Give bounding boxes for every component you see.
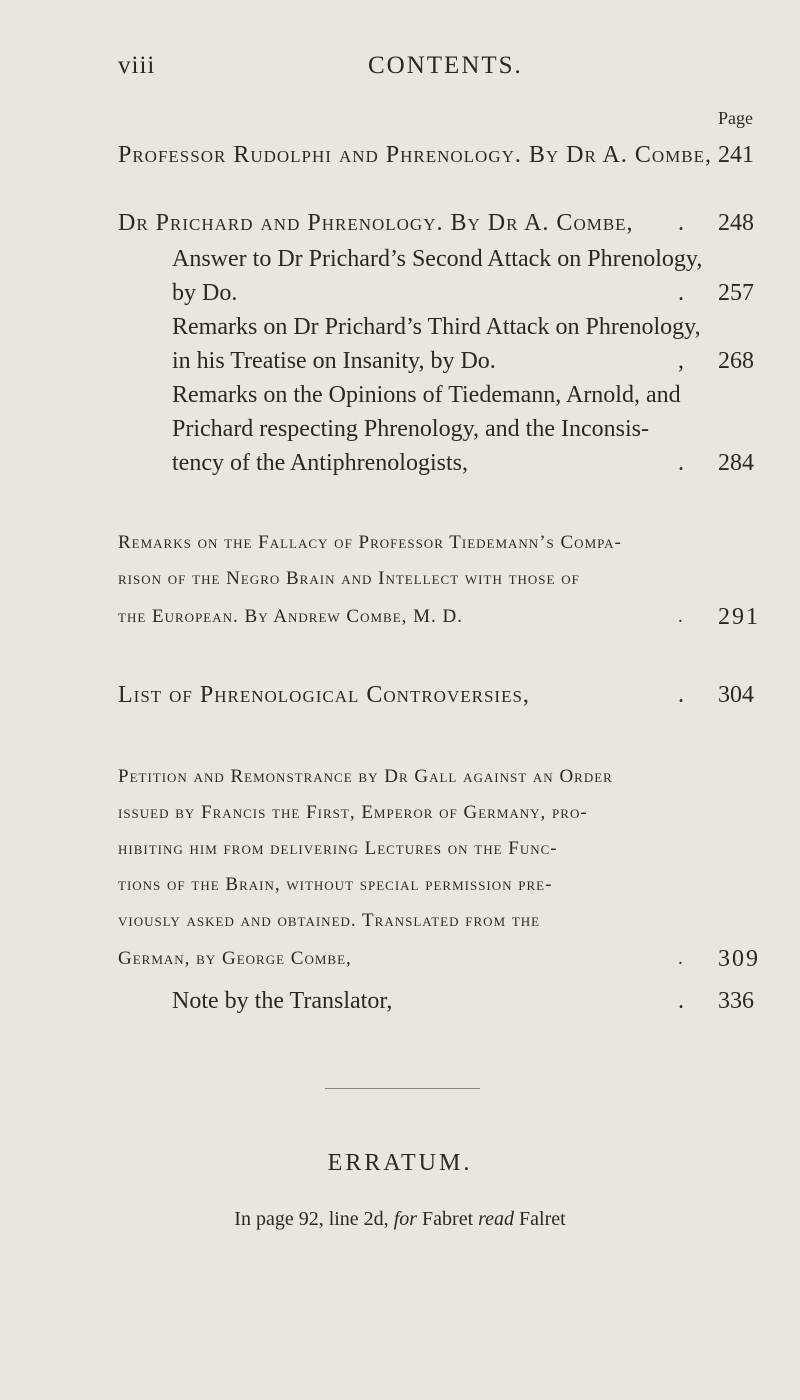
entry-page: 304 bbox=[718, 682, 754, 708]
toc-entry-note: Note by the Translator, . 336 bbox=[172, 984, 758, 1018]
toc-entry-petition-3 bbox=[118, 832, 758, 866]
toc-entry-remarks-opinions-end: tency of the Antiphrenologists, . 284 bbox=[172, 446, 758, 480]
toc-entry-petition-6: German, by George Combe, . 309 bbox=[118, 942, 758, 976]
erratum-text: In page 92, line 2d, for Fabret read Falret bbox=[234, 1208, 566, 1230]
entry-page: 248 bbox=[718, 210, 754, 236]
entry-title-line: Petition and Remonstrance by Dr Gall against an Order bbox=[118, 766, 613, 787]
entry-title-line: hibiting him from delivering Lectures on the Func- bbox=[118, 838, 558, 859]
erratum-heading: ERRATUM. bbox=[327, 1150, 473, 1176]
entry-title-line: Remarks on Dr Prichard’s Third Attack on Phrenology, bbox=[172, 314, 701, 340]
toc-entry-fallacy-end: the European. By Andrew Combe, M. D. . 291 bbox=[118, 600, 758, 634]
entry-page: 257 bbox=[718, 280, 754, 306]
entry-title-line: by Do. bbox=[172, 280, 238, 306]
entry-page: 241 bbox=[718, 142, 754, 168]
entry-title-line: issued by Francis the First, Emperor of Germany, pro- bbox=[118, 802, 588, 823]
entry-page: 309 bbox=[718, 946, 760, 972]
entry-title-line: rison of the Negro Brain and Intellect with those of bbox=[118, 568, 580, 589]
section-divider bbox=[325, 1088, 480, 1089]
entry-page: 291 bbox=[718, 604, 760, 630]
toc-entry-answer bbox=[172, 242, 758, 276]
entry-page: 336 bbox=[718, 988, 754, 1014]
entry-title-line: German, by George Combe, bbox=[118, 948, 352, 969]
toc-entry-remarks-third-cont: in his Treatise on Insanity, by Do. , 268 bbox=[172, 344, 758, 378]
entry-title-line: tions of the Brain, without special permission pre- bbox=[118, 874, 553, 895]
entry-title: List of Phrenological Controversies, bbox=[118, 682, 530, 708]
entry-title-line: Answer to Dr Prichard’s Second Attack on Phrenology, bbox=[172, 246, 703, 272]
entry-title-line: Remarks on the Opinions of Tiedemann, Arnold, and bbox=[172, 382, 681, 408]
entry-title-line: viously asked and obtained. Translated from the bbox=[118, 910, 541, 931]
page-title: CONTENTS. bbox=[368, 52, 523, 79]
entry-title: Dr Prichard and Phrenology. By Dr A. Combe, bbox=[118, 210, 634, 236]
toc-entry-petition-4 bbox=[118, 868, 758, 902]
toc-entry-rudolphi bbox=[118, 138, 758, 172]
toc-entry-remarks-opinions-cont bbox=[172, 412, 758, 446]
entry-title: Note by the Translator, bbox=[172, 988, 393, 1014]
entry-page: 284 bbox=[718, 450, 754, 476]
entry-title-line: tency of the Antiphrenologists, bbox=[172, 450, 468, 476]
toc-entry-prichard: Dr Prichard and Phrenology. By Dr A. Combe, . 248 bbox=[118, 206, 758, 240]
toc-entry-fallacy bbox=[118, 526, 758, 560]
entry-page: 268 bbox=[718, 348, 754, 374]
folio-number: viii bbox=[118, 52, 156, 79]
toc-entry-petition-2 bbox=[118, 796, 758, 830]
entry-title-line: in his Treatise on Insanity, by Do. bbox=[172, 348, 496, 374]
toc-entry-petition-5 bbox=[118, 904, 758, 938]
toc-entry-remarks-third bbox=[172, 310, 758, 344]
entry-title-line: the European. By Andrew Combe, M. D. bbox=[118, 606, 464, 627]
toc-entry-remarks-opinions bbox=[172, 378, 758, 412]
toc-entry-petition bbox=[118, 760, 758, 794]
page-column-label: Page bbox=[718, 108, 753, 128]
entry-title-line: Remarks on the Fallacy of Professor Tiedemann’s Compa- bbox=[118, 532, 622, 553]
entry-title-line: Prichard respecting Phrenology, and the Inconsis- bbox=[172, 416, 649, 442]
entry-title: Professor Rudolphi and Phrenology. By Dr A. Combe, bbox=[118, 142, 712, 168]
toc-entry-fallacy-cont bbox=[118, 562, 758, 596]
toc-entry-answer-cont: by Do. . 257 bbox=[172, 276, 758, 310]
toc-entry-controversies: List of Phrenological Controversies, . 304 bbox=[118, 678, 758, 712]
